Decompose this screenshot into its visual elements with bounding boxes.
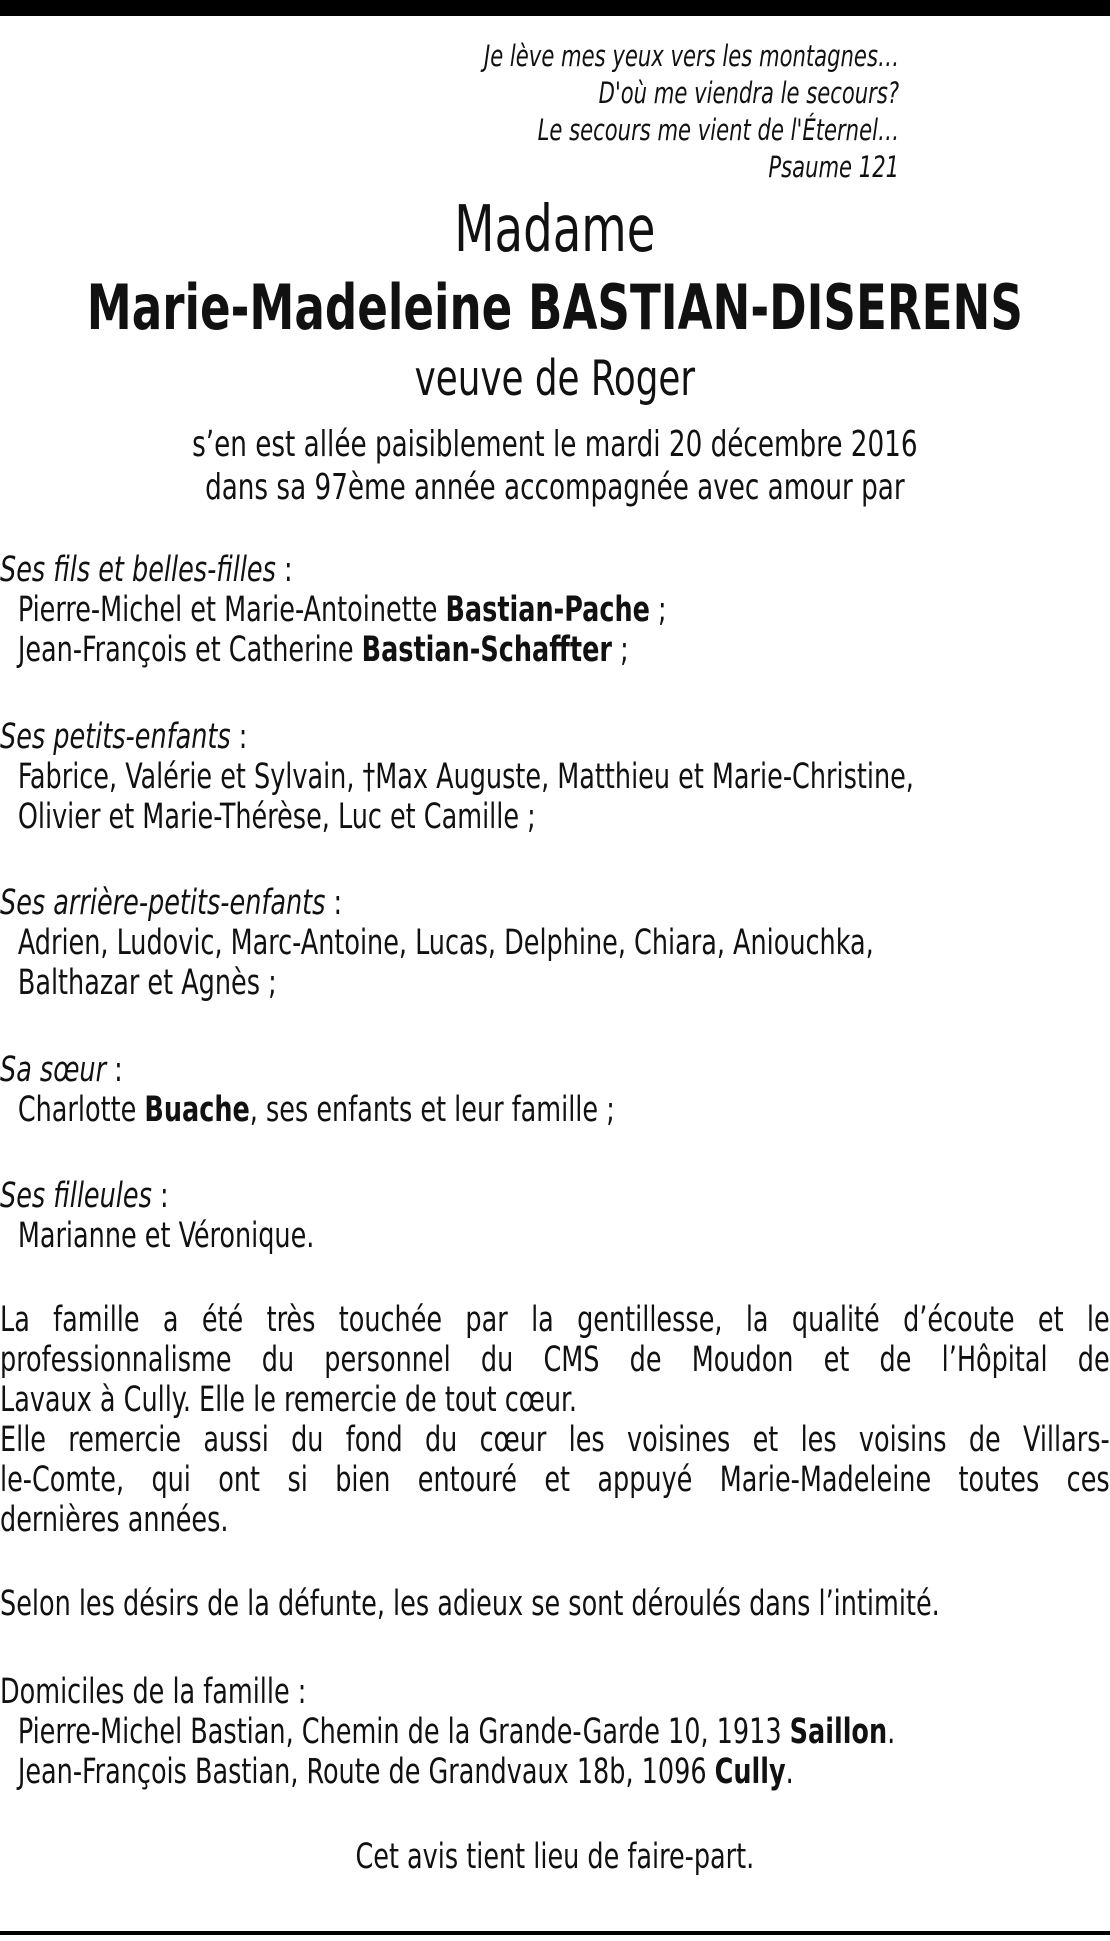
family-sister [0, 1050, 1110, 1130]
family-surname: Buache [144, 1090, 250, 1130]
family-surname: Bastian-Pache [445, 590, 650, 630]
address-city: Saillon [789, 1712, 888, 1752]
names-line: Marianne et Véronique. [17, 1216, 315, 1256]
separator: ; [611, 630, 629, 670]
bottom-border-rule [0, 1931, 1110, 1935]
thanks-line: Elle remercie aussi du fond du cœur les voisines et les voisins de Villars- [0, 1420, 1110, 1460]
thanks-line: le-Comte, qui ont si bien entouré et appuyé Marie-Madeleine toutes ces [0, 1460, 1110, 1500]
psalm-line: Je lève mes yeux vers les montagnes… [483, 39, 900, 73]
psalm-reference: Psaume 121 [768, 150, 900, 184]
psalm-line: Le secours me vient de l'Éternel… [537, 113, 900, 147]
announcement-line: s’en est allée paisiblement le mardi 20 décembre 2016 [192, 424, 918, 465]
thanks-paragraph [0, 1300, 1110, 1540]
names-line: Fabrice, Valérie et Sylvain, †Max Auguste, Matthieu et Marie-Christine, [17, 757, 914, 797]
section-label: Ses fils et belles-filles [0, 550, 276, 590]
family-member-text: Charlotte [17, 1090, 145, 1130]
separator: ; [649, 590, 667, 630]
footer-note: Cet avis tient lieu de faire-part. [355, 1837, 755, 1877]
thanks-line: Lavaux à Cully. Elle le remercie de tout cœur. [0, 1380, 577, 1420]
family-surname: Bastian-Schaffter [361, 630, 612, 670]
family-great-grandchildren [0, 883, 1110, 1003]
family-domiciles [0, 1672, 1110, 1792]
domiciles-label: Domiciles de la famille : [0, 1672, 307, 1712]
announcement-line: dans sa 97ème année accompagnée avec amour par [205, 467, 905, 508]
family-grandchildren [0, 717, 1110, 837]
deceased-name: Marie-Madeleine BASTIAN-DISERENS [86, 271, 1023, 344]
psalm-quote [0, 38, 899, 186]
family-member-text: , ses enfants et leur famille ; [249, 1090, 615, 1130]
family-sons [0, 550, 1110, 670]
thanks-line: dernières années. [0, 1500, 229, 1540]
family-member-text: Jean-François et Catherine [17, 630, 362, 670]
address-city: Cully [714, 1752, 786, 1792]
section-colon: : [230, 717, 248, 757]
psalm-line: D'où me viendra le secours? [598, 76, 900, 110]
separator: . [887, 1712, 896, 1752]
thanks-line: La famille a été très touchée par la gentillesse, la qualité d’écoute et le [0, 1300, 1110, 1340]
section-colon: : [325, 883, 343, 923]
death-announcement [0, 423, 1110, 509]
farewell-text: Selon les désirs de la défunte, les adieux se sont déroulés dans l’intimité. [0, 1584, 940, 1624]
section-colon: : [106, 1050, 123, 1090]
section-colon: : [275, 550, 293, 590]
section-label: Ses filleules [0, 1176, 152, 1216]
honorific-title: Madame [454, 193, 656, 267]
family-member-text: Pierre-Michel et Marie-Antoinette [17, 590, 446, 630]
section-label: Ses petits-enfants [0, 717, 231, 757]
address-text: Pierre-Michel Bastian, Chemin de la Grande-Garde 10, 1913 [17, 1712, 790, 1752]
widow-line: veuve de Roger [414, 350, 696, 407]
separator: . [785, 1752, 794, 1792]
family-goddaughters [0, 1176, 1110, 1256]
section-colon: : [151, 1176, 169, 1216]
names-line: Adrien, Ludovic, Marc-Antoine, Lucas, Delphine, Chiara, Aniouchka, [17, 923, 874, 963]
section-label: Sa sœur [0, 1050, 107, 1090]
names-line: Balthazar et Agnès ; [17, 963, 277, 1003]
names-line: Olivier et Marie-Thérèse, Luc et Camille ; [17, 797, 536, 837]
address-text: Jean-François Bastian, Route de Grandvaux 18b, 1096 [17, 1752, 715, 1792]
section-label: Ses arrière-petits-enfants [0, 883, 326, 923]
thanks-line: professionnalisme du personnel du CMS de Moudon et de l’Hôpital de [0, 1340, 1110, 1380]
